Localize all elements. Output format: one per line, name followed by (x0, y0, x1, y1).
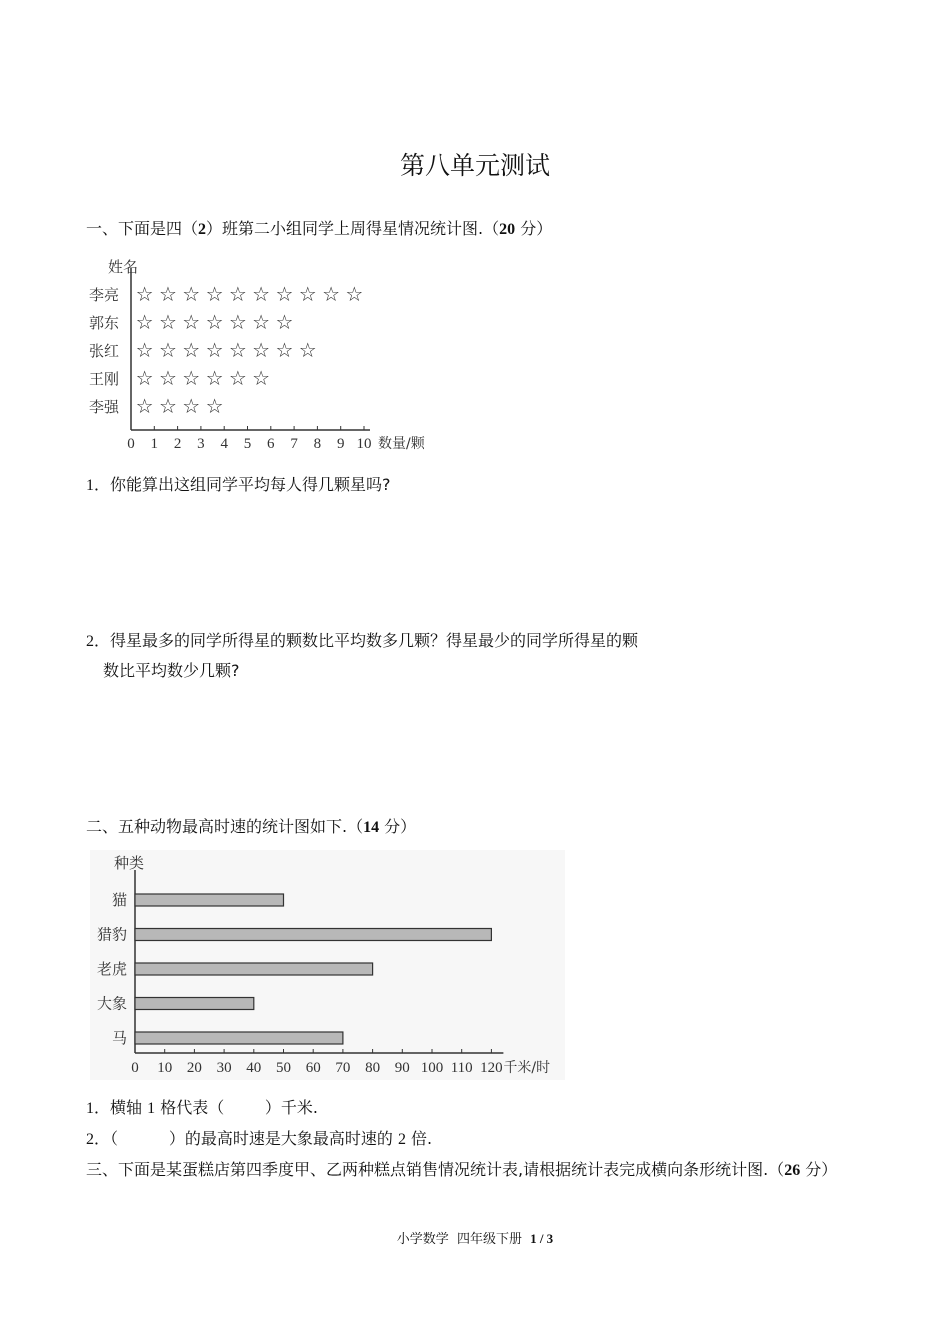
section1-heading (86, 218, 552, 241)
x-tick-label: 100 (420, 1060, 444, 1076)
x-tick-label: 20 (186, 1060, 202, 1076)
bar (135, 998, 254, 1010)
q2-number: 2． (86, 633, 111, 650)
star-icon: ☆ (275, 310, 294, 334)
star-icon: ☆ (345, 282, 364, 306)
star-icon: ☆ (182, 366, 201, 390)
x-tick-label: 80 (365, 1060, 381, 1076)
x-tick-label: 3 (197, 436, 205, 452)
section1-score: 20 (499, 221, 516, 238)
x-tick-label: 50 (276, 1060, 291, 1076)
s2q2-text-b: 倍. (405, 1129, 433, 1148)
star-icon: ☆ (252, 366, 271, 390)
bar (135, 894, 284, 906)
section1-class-num: 2 (198, 221, 207, 238)
q2-line1: 得星最多的同学所得星的颗数比平均数多几颗？得星最少的同学所得星的颗 (110, 631, 639, 650)
s2q2-text-a: （ ）的最高时速是大象最高时速的 (110, 1129, 398, 1148)
star-icon: ☆ (135, 310, 154, 334)
star-icon: ☆ (182, 310, 201, 334)
star-icon: ☆ (205, 310, 224, 334)
x-tick-label: 0 (127, 436, 135, 452)
bar-category-label: 马 (111, 1029, 127, 1047)
star-icon: ☆ (158, 394, 177, 418)
row-label: 李亮 (89, 286, 120, 304)
animal-speed-chart (90, 850, 565, 1080)
x-tick-label: 4 (220, 436, 228, 452)
x-tick-label: 5 (243, 436, 252, 452)
bar-category-label: 猎豹 (96, 925, 127, 944)
star-icon: ☆ (135, 394, 154, 418)
section1-question-2 (86, 630, 638, 653)
star-icon: ☆ (135, 338, 154, 362)
star-icon: ☆ (158, 338, 177, 362)
star-icon: ☆ (275, 282, 294, 306)
q1-text: 你能算出这组同学平均每人得几颗星吗? (110, 475, 391, 494)
section2-heading (86, 816, 416, 839)
x-tick-label: 0 (131, 1060, 139, 1076)
s2q2-value: 2 (397, 1131, 406, 1148)
y-axis-label: 姓名 (108, 258, 139, 276)
s2q1-value: 1 (147, 1100, 156, 1117)
star-icon: ☆ (205, 338, 224, 362)
y-axis-label: 种类 (114, 854, 145, 872)
s2q1-number: 1． (86, 1100, 111, 1117)
row-label: 王刚 (89, 370, 120, 388)
bar (135, 1032, 343, 1044)
x-tick-label: 9 (336, 436, 345, 452)
x-tick-label: 1 (150, 436, 159, 452)
star-icon: ☆ (158, 282, 177, 306)
star-icon: ☆ (205, 394, 224, 418)
x-tick-label: 2 (173, 436, 182, 452)
star-icon: ☆ (228, 310, 247, 334)
section2-text-b: 分） (379, 817, 417, 836)
star-icon: ☆ (135, 282, 154, 306)
star-icon: ☆ (158, 310, 177, 334)
x-tick-label: 8 (313, 436, 322, 452)
star-icon: ☆ (182, 282, 201, 306)
x-tick-label: 90 (394, 1060, 410, 1076)
section1-question-2-cont: 数比平均数少几颗? (103, 661, 240, 680)
footer-subject: 小学数学 四年级下册 (396, 1232, 523, 1247)
x-tick-label: 30 (216, 1060, 232, 1076)
section1-text-c: 分） (515, 219, 553, 238)
page-footer (0, 1228, 950, 1247)
row-label: 李强 (89, 398, 120, 416)
s2q1-text-b: 格代表（ ）千米. (155, 1098, 318, 1117)
s2q2-number: 2． (86, 1131, 111, 1148)
section2-question-1 (86, 1097, 318, 1120)
star-icon: ☆ (298, 338, 317, 362)
star-icon: ☆ (158, 366, 177, 390)
row-label: 张红 (89, 342, 120, 360)
section2-question-2 (86, 1128, 432, 1151)
x-tick-label: 60 (305, 1060, 321, 1076)
section1-text-a: 一、下面是四（ (86, 219, 199, 238)
star-icon: ☆ (205, 366, 224, 390)
x-tick-label: 70 (335, 1060, 351, 1076)
star-icon: ☆ (275, 338, 294, 362)
row-label: 郭东 (89, 314, 120, 332)
x-tick-label: 110 (450, 1060, 473, 1076)
x-axis-label: 千米/时 (503, 1060, 551, 1076)
page-title: 第八单元测试 (399, 151, 550, 180)
x-tick-label: 10 (356, 436, 372, 452)
x-tick-label: 10 (157, 1060, 173, 1076)
bar-category-label: 老虎 (96, 960, 127, 978)
star-icon: ☆ (182, 394, 201, 418)
star-icon: ☆ (252, 338, 271, 362)
star-icon: ☆ (228, 366, 247, 390)
bar (135, 929, 491, 941)
s2q1-text-a: 横轴 (110, 1098, 148, 1117)
section1-text-b: ）班第二小组同学上周得星情况统计图.（ (206, 219, 500, 238)
section3-heading (86, 1159, 837, 1182)
section1-question-1 (86, 474, 391, 497)
x-tick-label: 7 (290, 436, 298, 452)
x-tick-label: 6 (267, 436, 275, 452)
section2-text-a: 二、五种动物最高时速的统计图如下.（ (86, 817, 364, 836)
star-pictograph (80, 250, 450, 460)
x-axis-label: 数量/颗 (378, 436, 425, 452)
star-icon: ☆ (298, 282, 317, 306)
star-icon: ☆ (228, 338, 247, 362)
star-icon: ☆ (252, 310, 271, 334)
q1-number: 1． (86, 477, 111, 494)
section3-text-a: 三、下面是某蛋糕店第四季度甲、乙两种糕点销售情况统计表,请根据统计表完成横向条形统计图.（ (86, 1160, 785, 1179)
star-icon: ☆ (228, 282, 247, 306)
star-icon: ☆ (205, 282, 224, 306)
x-tick-label: 40 (246, 1060, 262, 1076)
footer-page-number: 1 / 3 (530, 1231, 554, 1246)
section3-text-b: 分） (800, 1160, 838, 1179)
star-icon: ☆ (252, 282, 271, 306)
section2-score: 14 (363, 819, 380, 836)
bar-category-label: 大象 (96, 994, 127, 1013)
star-icon: ☆ (322, 282, 341, 306)
bar (135, 963, 373, 975)
section3-score: 26 (784, 1162, 801, 1179)
bar-category-label: 猫 (111, 891, 127, 909)
star-icon: ☆ (135, 366, 154, 390)
x-tick-label: 120 (480, 1060, 503, 1076)
star-icon: ☆ (182, 338, 201, 362)
